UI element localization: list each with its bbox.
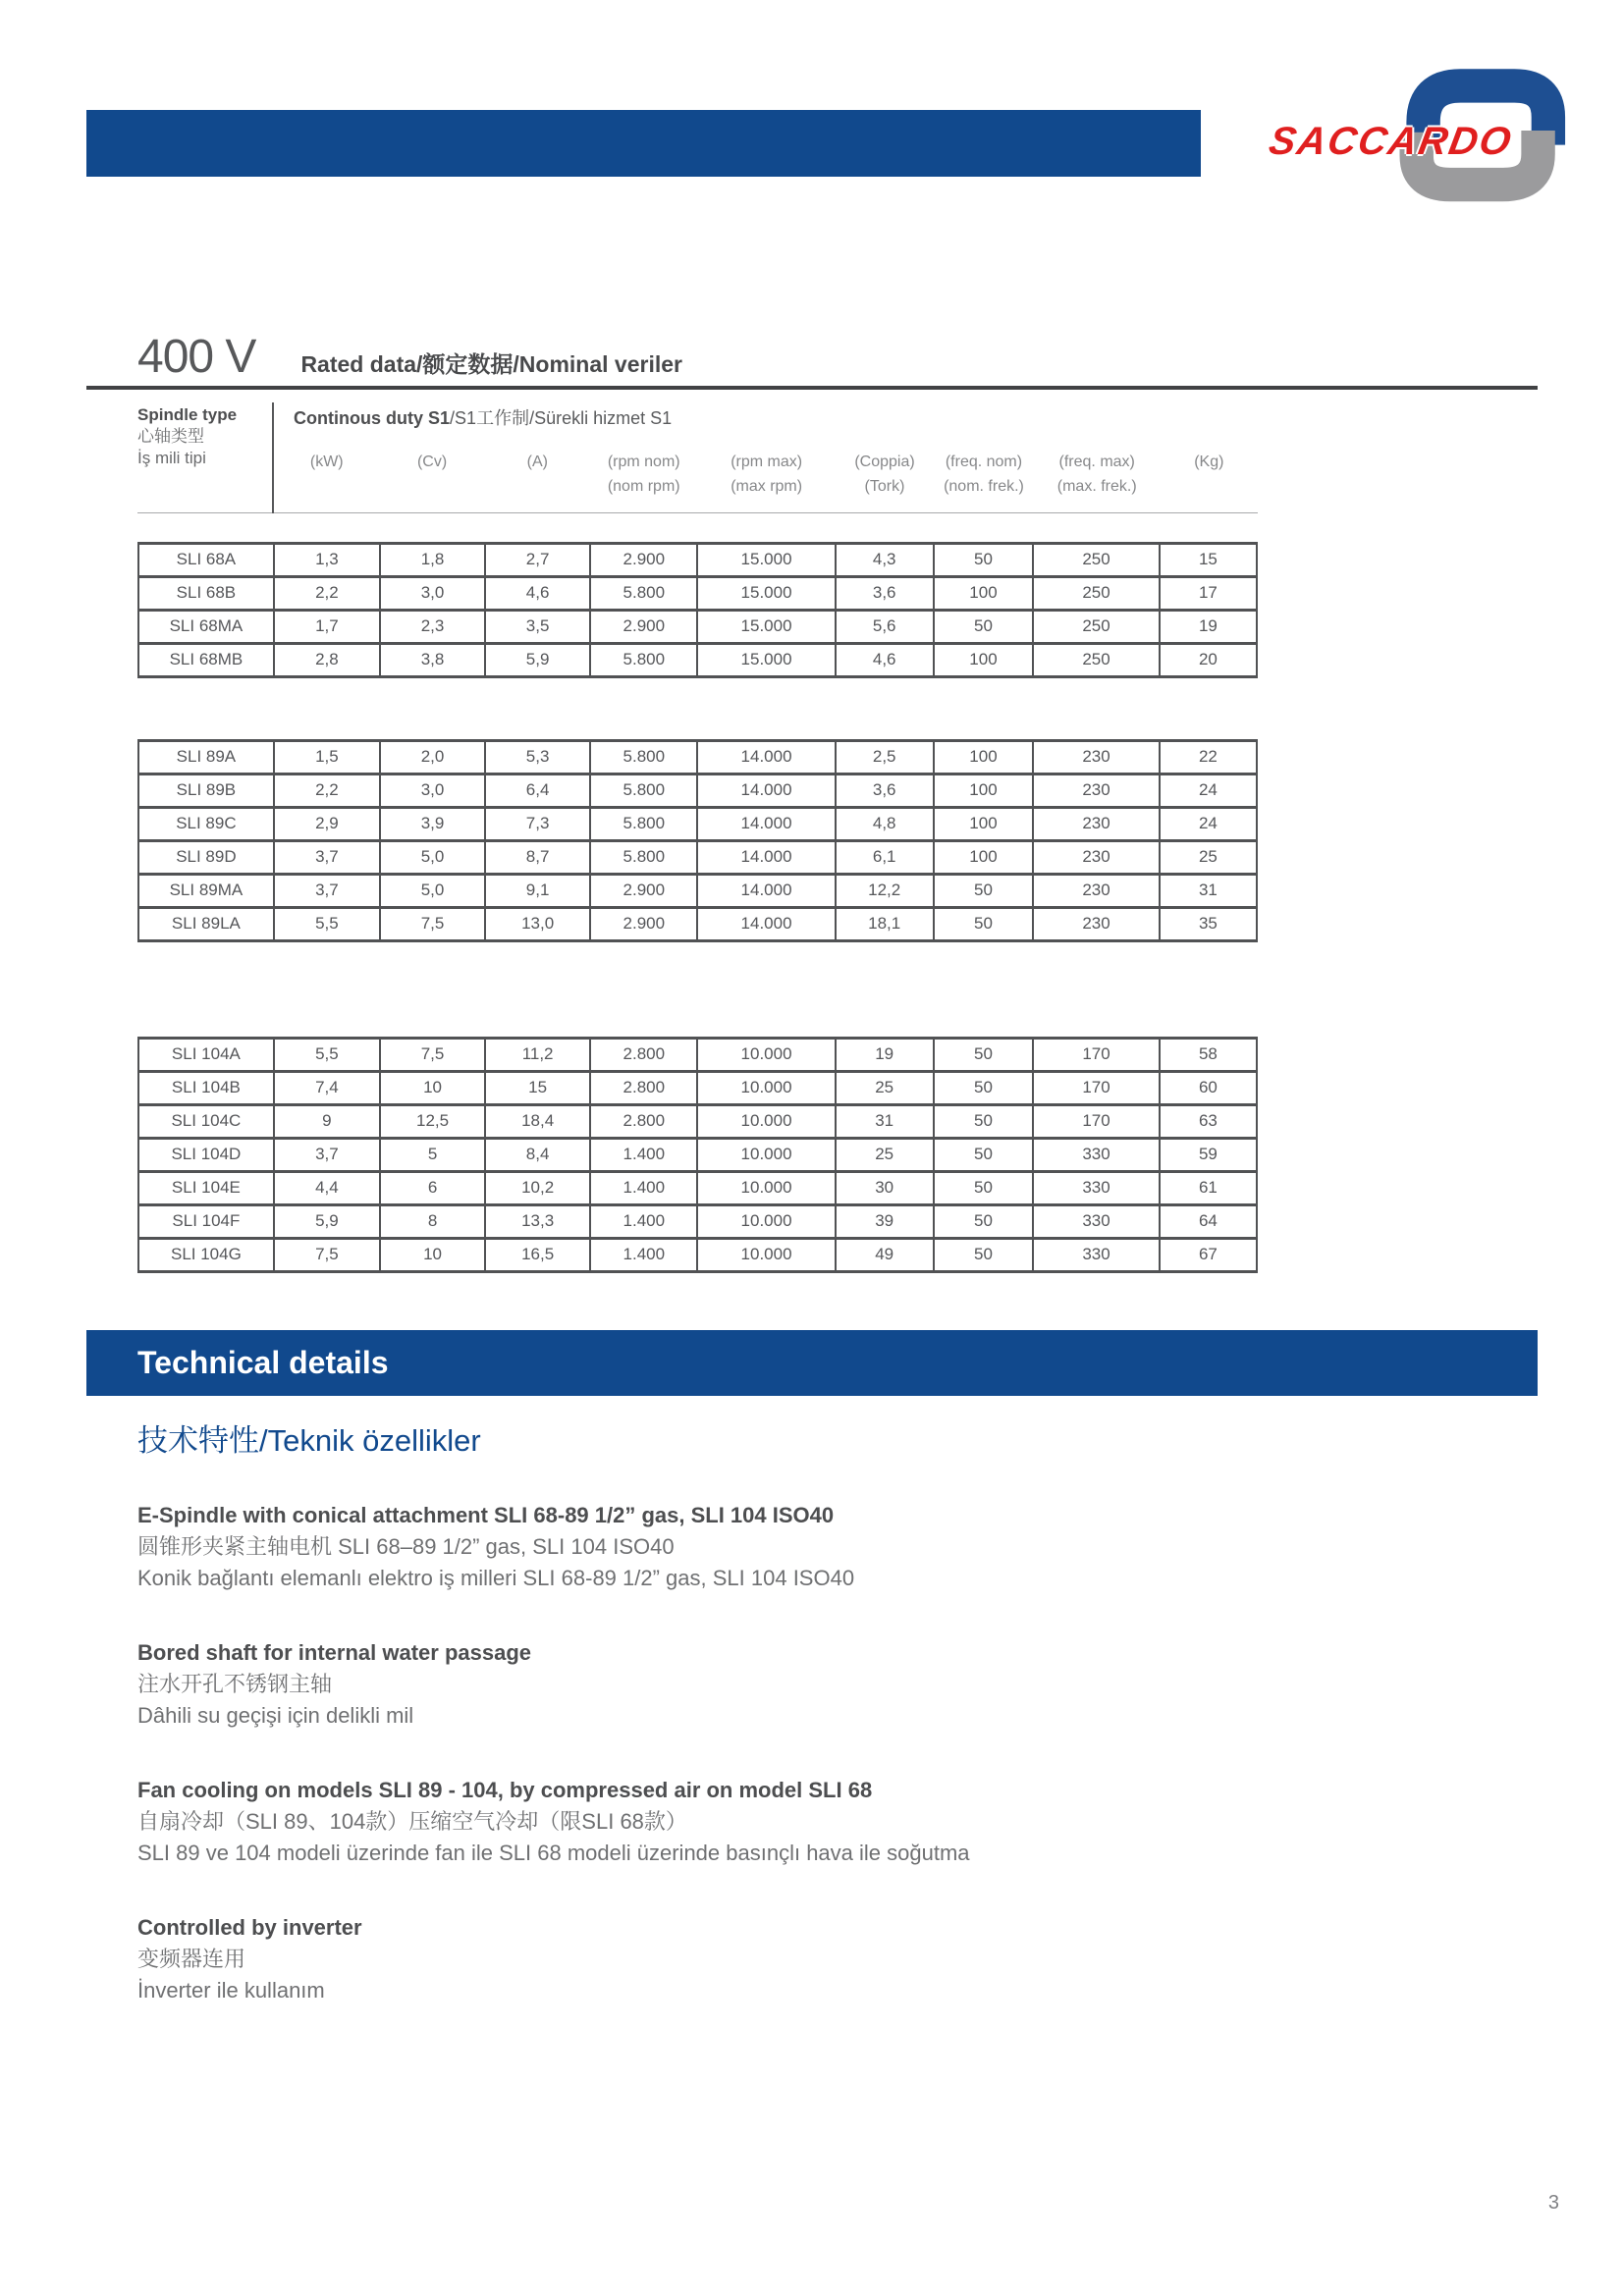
voltage-title: 400 V [137,331,256,383]
value-cell: 2,2 [274,774,380,807]
value-cell: 10.000 [697,1171,835,1204]
value-cell: 330 [1033,1204,1160,1238]
value-cell: 19 [1160,610,1257,643]
value-cell: 8 [380,1204,485,1238]
value-cell: 13,0 [485,907,590,940]
paragraph-line: 圆锥形夹紧主轴电机 SLI 68–89 1/2” gas, SLI 104 ISO40 [137,1534,675,1559]
value-cell: 18,1 [836,907,934,940]
spindle-name-cell: SLI 89B [138,774,274,807]
value-cell: 50 [934,1071,1033,1104]
spindle-name-cell: SLI 89A [138,740,274,774]
value-cell: 12,2 [836,874,934,907]
value-cell: 100 [934,840,1033,874]
value-cell: 50 [934,610,1033,643]
value-cell: 230 [1033,740,1160,774]
value-cell: 10 [380,1071,485,1104]
group-gap [137,678,1258,739]
duty-header-rest: /S1工作制/Sürekli hizmet S1 [450,408,673,428]
value-cell: 5.800 [590,807,697,840]
spindle-name-cell: SLI 104E [138,1171,274,1204]
paragraph-line: 自扇冷却（SLI 89、104款）压缩空气冷却（限SLI 68款） [137,1809,687,1834]
value-cell: 250 [1033,610,1160,643]
value-cell: 14.000 [697,740,835,774]
value-cell: 12,5 [380,1104,485,1138]
value-cell: 50 [934,1104,1033,1138]
technical-details-subtitle: 技术特性/Teknik özellikler [137,1423,481,1458]
value-cell: 11,2 [485,1038,590,1071]
value-cell: 10 [380,1238,485,1271]
value-cell: 4,6 [485,576,590,610]
value-cell: 50 [934,1138,1033,1171]
value-cell: 15 [1160,543,1257,576]
value-cell: 5,0 [380,840,485,874]
technical-paragraph [137,1775,1542,1869]
column-header: (Cv) [416,453,448,470]
spindle-name-cell: SLI 89C [138,807,274,840]
value-cell: 3,7 [274,1138,380,1171]
value-cell: 50 [934,543,1033,576]
value-cell: 39 [836,1204,934,1238]
value-cell: 15.000 [697,643,835,676]
value-cell: 14.000 [697,874,835,907]
table-row [138,874,1257,907]
value-cell: 2,5 [836,740,934,774]
value-cell: 3,0 [380,774,485,807]
table-row [138,576,1257,610]
column-header: (Kg) [1194,453,1224,470]
value-cell: 10.000 [697,1104,835,1138]
column-header: (rpm max) (max rpm) [731,453,803,495]
header-bar [86,110,1201,177]
value-cell: 3,7 [274,840,380,874]
value-cell: 63 [1160,1104,1257,1138]
value-cell: 15.000 [697,576,835,610]
value-cell: 7,5 [380,907,485,940]
spindle-group-table [137,1037,1258,1273]
value-cell: 7,5 [380,1038,485,1071]
value-cell: 1,7 [274,610,380,643]
value-cell: 31 [836,1104,934,1138]
value-cell: 2.900 [590,907,697,940]
value-cell: 230 [1033,874,1160,907]
value-cell: 50 [934,1238,1033,1271]
column-header: (A) [526,453,548,470]
value-cell: 330 [1033,1238,1160,1271]
value-cell: 2.800 [590,1104,697,1138]
value-cell: 3,0 [380,576,485,610]
value-cell: 2,3 [380,610,485,643]
table-row [138,740,1257,774]
spindle-name-cell: SLI 104F [138,1204,274,1238]
value-cell: 100 [934,740,1033,774]
value-cell: 250 [1033,543,1160,576]
spindle-name-cell: SLI 68MB [138,643,274,676]
value-cell: 20 [1160,643,1257,676]
value-cell: 2.900 [590,874,697,907]
value-cell: 1,3 [274,543,380,576]
value-cell: 5.800 [590,576,697,610]
value-cell: 4,6 [836,643,934,676]
paragraph-title: Bored shaft for internal water passage [137,1640,531,1665]
value-cell: 1,8 [380,543,485,576]
value-cell: 25 [836,1071,934,1104]
column-header: (freq. max) (max. frek.) [1056,453,1137,495]
value-cell: 14.000 [697,807,835,840]
spindle-name-cell: SLI 104G [138,1238,274,1271]
page-number: 3 [1547,2192,1559,2214]
value-cell: 5 [380,1138,485,1171]
value-cell: 15.000 [697,543,835,576]
value-cell: 15.000 [697,610,835,643]
value-cell: 6,4 [485,774,590,807]
saccardo-logo [1266,63,1586,212]
technical-paragraph [137,1500,1542,1594]
spindle-type-label-zh: 心轴类型 [137,427,204,446]
value-cell: 58 [1160,1038,1257,1071]
value-cell: 1,5 [274,740,380,774]
spindle-name-cell: SLI 68A [138,543,274,576]
paragraph-line: İnverter ile kullanım [137,1978,325,2002]
value-cell: 13,3 [485,1204,590,1238]
table-row [138,610,1257,643]
table-row [138,840,1257,874]
value-cell: 7,5 [274,1238,380,1271]
table-row [138,1104,1257,1138]
value-cell: 170 [1033,1038,1160,1071]
paragraph-title: Fan cooling on models SLI 89 - 104, by compressed air on model SLI 68 [137,1778,873,1802]
table-row [138,774,1257,807]
value-cell: 49 [836,1238,934,1271]
technical-paragraphs [137,1500,1542,2050]
value-cell: 230 [1033,807,1160,840]
table-groups [137,542,1258,1273]
paragraph-line: 变频器连用 [137,1947,246,1971]
spindle-name-cell: SLI 89D [138,840,274,874]
value-cell: 6 [380,1171,485,1204]
value-cell: 3,6 [836,774,934,807]
value-cell: 100 [934,807,1033,840]
value-cell: 24 [1160,774,1257,807]
table-row [138,807,1257,840]
value-cell: 8,4 [485,1138,590,1171]
spindle-type-header [137,402,273,512]
logo-brand-text: SACCARDO [1266,120,1517,163]
table-row [138,1238,1257,1271]
spindle-group-table [137,542,1258,678]
value-cell: 1.400 [590,1171,697,1204]
value-cell: 30 [836,1171,934,1204]
value-cell: 2,9 [274,807,380,840]
value-cell: 2.800 [590,1071,697,1104]
paragraph-line: SLI 89 ve 104 modeli üzerinde fan ile SLI 68 modeli üzerinde basınçlı hava ile soğutma [137,1841,970,1865]
value-cell: 100 [934,643,1033,676]
value-cell: 50 [934,874,1033,907]
table-row [138,1204,1257,1238]
value-cell: 15 [485,1071,590,1104]
value-cell: 50 [934,907,1033,940]
spindle-name-cell: SLI 68MA [138,610,274,643]
spindle-name-cell: SLI 89LA [138,907,274,940]
value-cell: 35 [1160,907,1257,940]
value-cell: 14.000 [697,840,835,874]
rated-data-heading [137,330,682,384]
value-cell: 5,3 [485,740,590,774]
value-cell: 8,7 [485,840,590,874]
paragraph-title: E-Spindle with conical attachment SLI 68-89 1/2” gas, SLI 104 ISO40 [137,1503,835,1527]
spindle-type-label-tr: İş mili tipi [137,449,206,467]
value-cell: 50 [934,1171,1033,1204]
value-cell: 61 [1160,1171,1257,1204]
value-cell: 170 [1033,1104,1160,1138]
value-cell: 5.800 [590,643,697,676]
value-cell: 9,1 [485,874,590,907]
value-cell: 250 [1033,576,1160,610]
value-cell: 7,3 [485,807,590,840]
spindle-type-label-en: Spindle type [137,405,238,424]
value-cell: 5.800 [590,840,697,874]
value-cell: 10,2 [485,1171,590,1204]
value-cell: 16,5 [485,1238,590,1271]
group-gap [137,942,1258,1037]
value-cell: 67 [1160,1238,1257,1271]
value-cell: 1.400 [590,1138,697,1171]
value-cell: 64 [1160,1204,1257,1238]
group-gap [137,513,1258,542]
value-cell: 5,5 [274,1038,380,1071]
value-cell: 14.000 [697,774,835,807]
value-cell: 4,8 [836,807,934,840]
value-cell: 2.800 [590,1038,697,1071]
table-row [138,643,1257,676]
value-cell: 1.400 [590,1204,697,1238]
value-cell: 10.000 [697,1204,835,1238]
value-cell: 22 [1160,740,1257,774]
value-cell: 2,2 [274,576,380,610]
value-cell: 100 [934,576,1033,610]
value-cell: 2,8 [274,643,380,676]
value-cell: 2.900 [590,543,697,576]
value-cell: 24 [1160,807,1257,840]
value-cell: 10.000 [697,1038,835,1071]
value-cell: 14.000 [697,907,835,940]
paragraph-title: Controlled by inverter [137,1915,362,1940]
value-cell: 60 [1160,1071,1257,1104]
technical-paragraph [137,1912,1542,2006]
value-cell: 2,0 [380,740,485,774]
table-row [138,1038,1257,1071]
duty-header-bold: Continous duty S1 [294,408,451,428]
table-row [138,1071,1257,1104]
spindle-name-cell: SLI 104C [138,1104,274,1138]
value-cell: 50 [934,1204,1033,1238]
spindle-name-cell: SLI 104D [138,1138,274,1171]
value-cell: 170 [1033,1071,1160,1104]
table-row [138,543,1257,576]
column-header: (rpm nom) (nom rpm) [607,453,680,495]
value-cell: 4,3 [836,543,934,576]
value-cell: 4,4 [274,1171,380,1204]
value-cell: 6,1 [836,840,934,874]
technical-paragraph [137,1637,1542,1732]
technical-details-banner [86,1330,1538,1396]
value-cell: 19 [836,1038,934,1071]
table-row [138,1171,1257,1204]
value-cell: 31 [1160,874,1257,907]
column-header: (freq. nom) (nom. frek.) [944,453,1024,495]
spindle-name-cell: SLI 104B [138,1071,274,1104]
value-cell: 330 [1033,1138,1160,1171]
paragraph-line: Konik bağlantı elemanlı elektro iş milleri SLI 68-89 1/2” gas, SLI 104 ISO40 [137,1566,855,1590]
value-cell: 10.000 [697,1138,835,1171]
value-cell: 50 [934,1038,1033,1071]
value-cell: 59 [1160,1138,1257,1171]
spindle-group-table [137,739,1258,942]
table-header [137,402,1258,513]
table-row [138,1138,1257,1171]
duty-header [273,402,1258,436]
value-cell: 100 [934,774,1033,807]
value-cell: 5,9 [274,1204,380,1238]
value-cell: 230 [1033,907,1160,940]
value-cell: 25 [1160,840,1257,874]
value-cell: 18,4 [485,1104,590,1138]
paragraph-line: 注水开孔不锈钢主轴 [137,1672,333,1696]
value-cell: 230 [1033,840,1160,874]
value-cell: 5,6 [836,610,934,643]
rated-data-subtitle: Rated data/额定数据/Nominal veriler [300,351,682,377]
value-cell: 2.900 [590,610,697,643]
divider-rule [86,386,1538,390]
value-cell: 9 [274,1104,380,1138]
table-row [138,907,1257,940]
column-header: (kW) [309,453,344,470]
value-cell: 330 [1033,1171,1160,1204]
value-cell: 10.000 [697,1071,835,1104]
paragraph-line: Dâhili su geçişi için delikli mil [137,1703,414,1728]
spindle-name-cell: SLI 89MA [138,874,274,907]
value-cell: 3,6 [836,576,934,610]
value-cell: 17 [1160,576,1257,610]
value-cell: 1.400 [590,1238,697,1271]
value-cell: 5,5 [274,907,380,940]
value-cell: 7,4 [274,1071,380,1104]
spindle-name-cell: SLI 104A [138,1038,274,1071]
spindle-name-cell: SLI 68B [138,576,274,610]
value-cell: 5,0 [380,874,485,907]
value-cell: 25 [836,1138,934,1171]
technical-details-title: Technical details [137,1345,389,1380]
value-cell: 250 [1033,643,1160,676]
value-cell: 10.000 [697,1238,835,1271]
value-cell: 3,8 [380,643,485,676]
value-cell: 230 [1033,774,1160,807]
value-cell: 3,9 [380,807,485,840]
value-cell: 2,7 [485,543,590,576]
value-cell: 5.800 [590,774,697,807]
value-cell: 5,9 [485,643,590,676]
value-cell: 3,5 [485,610,590,643]
column-header: (Coppia) (Tork) [854,453,915,495]
value-cell: 3,7 [274,874,380,907]
rated-data-table [137,402,1258,1273]
value-cell: 5.800 [590,740,697,774]
